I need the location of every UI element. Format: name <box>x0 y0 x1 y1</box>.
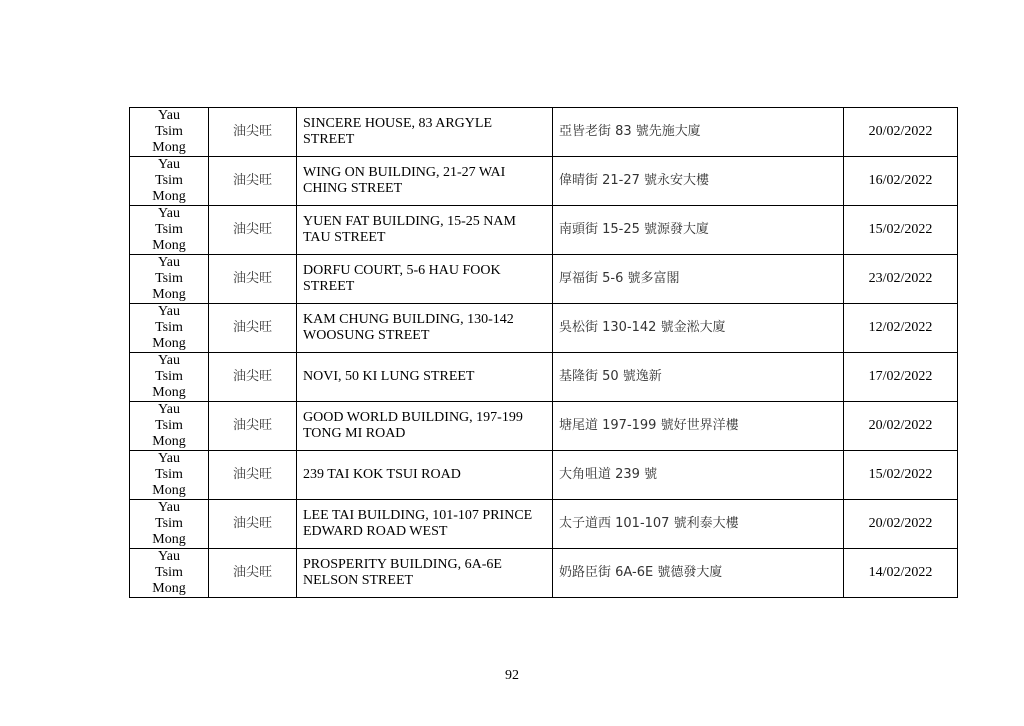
table-row <box>130 549 958 598</box>
table-row <box>130 304 958 353</box>
page-number: 92 <box>505 668 519 683</box>
district-en-line-3: Mong <box>152 385 186 400</box>
address-zh-cell: 太子道西 101-107 號利泰大樓 <box>553 500 844 549</box>
district-en-line-2: Tsim <box>155 222 183 237</box>
address-zh-cell: 吳松街 130-142 號金淞大廈 <box>553 304 844 353</box>
district-en-line-1: Yau <box>158 255 180 270</box>
district-en-cell <box>130 353 209 402</box>
address-zh-cell: 塘尾道 197-199 號好世界洋樓 <box>553 402 844 451</box>
district-en-line-3: Mong <box>152 287 186 302</box>
district-en-line-1: Yau <box>158 549 180 564</box>
district-en-line-1: Yau <box>158 402 180 417</box>
district-zh-cell: 油尖旺 <box>209 108 297 157</box>
district-zh-cell: 油尖旺 <box>209 255 297 304</box>
address-zh-cell: 偉晴街 21-27 號永安大樓 <box>553 157 844 206</box>
address-en-cell: LEE TAI BUILDING, 101-107 PRINCE EDWARD ROAD WEST <box>297 500 553 549</box>
date-cell: 17/02/2022 <box>844 353 958 402</box>
address-en-cell: WING ON BUILDING, 21-27 WAI CHING STREET <box>297 157 553 206</box>
district-zh-cell: 油尖旺 <box>209 157 297 206</box>
table-row <box>130 108 958 157</box>
district-en-line-2: Tsim <box>155 320 183 335</box>
district-en-line-3: Mong <box>152 336 186 351</box>
address-en-cell: PROSPERITY BUILDING, 6A-6E NELSON STREET <box>297 549 553 598</box>
district-en-line-1: Yau <box>158 108 180 123</box>
table-row <box>130 255 958 304</box>
address-zh-cell: 大角咀道 239 號 <box>553 451 844 500</box>
district-en-cell <box>130 549 209 598</box>
district-en-line-1: Yau <box>158 500 180 515</box>
district-en-cell <box>130 304 209 353</box>
district-zh-cell: 油尖旺 <box>209 500 297 549</box>
district-en-cell <box>130 402 209 451</box>
district-en-line-1: Yau <box>158 304 180 319</box>
date-cell: 23/02/2022 <box>844 255 958 304</box>
district-en-line-2: Tsim <box>155 124 183 139</box>
district-en-line-3: Mong <box>152 189 186 204</box>
table-row <box>130 206 958 255</box>
building-list-table <box>129 107 958 598</box>
address-en-cell: DORFU COURT, 5-6 HAU FOOK STREET <box>297 255 553 304</box>
table-row <box>130 451 958 500</box>
address-zh-cell: 厚福街 5-6 號多富閣 <box>553 255 844 304</box>
address-en-cell: SINCERE HOUSE, 83 ARGYLE STREET <box>297 108 553 157</box>
district-en-line-2: Tsim <box>155 418 183 433</box>
address-zh-cell: 亞皆老街 83 號先施大廈 <box>553 108 844 157</box>
table-row <box>130 157 958 206</box>
district-en-line-2: Tsim <box>155 173 183 188</box>
table-body <box>130 108 958 598</box>
district-en-line-2: Tsim <box>155 369 183 384</box>
district-en-line-2: Tsim <box>155 271 183 286</box>
district-en-cell <box>130 255 209 304</box>
district-en-line-1: Yau <box>158 353 180 368</box>
date-cell: 20/02/2022 <box>844 402 958 451</box>
district-zh-cell: 油尖旺 <box>209 549 297 598</box>
date-cell: 20/02/2022 <box>844 108 958 157</box>
district-en-line-3: Mong <box>152 434 186 449</box>
district-zh-cell: 油尖旺 <box>209 402 297 451</box>
district-en-cell <box>130 500 209 549</box>
table-row <box>130 500 958 549</box>
district-en-line-3: Mong <box>152 238 186 253</box>
district-zh-cell: 油尖旺 <box>209 304 297 353</box>
district-en-line-2: Tsim <box>155 467 183 482</box>
date-cell: 16/02/2022 <box>844 157 958 206</box>
district-en-cell <box>130 108 209 157</box>
address-en-cell: KAM CHUNG BUILDING, 130-142 WOOSUNG STREET <box>297 304 553 353</box>
table-row <box>130 402 958 451</box>
date-cell: 15/02/2022 <box>844 206 958 255</box>
district-en-line-3: Mong <box>152 140 186 155</box>
district-en-line-3: Mong <box>152 483 186 498</box>
date-cell: 20/02/2022 <box>844 500 958 549</box>
district-en-line-2: Tsim <box>155 565 183 580</box>
address-en-cell: GOOD WORLD BUILDING, 197-199 TONG MI ROAD <box>297 402 553 451</box>
district-en-cell <box>130 157 209 206</box>
address-zh-cell: 奶路臣街 6A-6E 號德發大廈 <box>553 549 844 598</box>
date-cell: 12/02/2022 <box>844 304 958 353</box>
district-zh-cell: 油尖旺 <box>209 206 297 255</box>
table-row <box>130 353 958 402</box>
district-en-line-1: Yau <box>158 157 180 172</box>
district-zh-cell: 油尖旺 <box>209 451 297 500</box>
district-en-line-3: Mong <box>152 581 186 596</box>
date-cell: 14/02/2022 <box>844 549 958 598</box>
district-en-cell <box>130 451 209 500</box>
district-en-line-1: Yau <box>158 451 180 466</box>
district-en-line-3: Mong <box>152 532 186 547</box>
address-zh-cell: 基隆街 50 號逸新 <box>553 353 844 402</box>
address-en-cell: NOVI, 50 KI LUNG STREET <box>297 353 553 402</box>
district-zh-cell: 油尖旺 <box>209 353 297 402</box>
district-en-line-1: Yau <box>158 206 180 221</box>
district-en-cell <box>130 206 209 255</box>
address-zh-cell: 南頭街 15-25 號源發大廈 <box>553 206 844 255</box>
address-en-cell: 239 TAI KOK TSUI ROAD <box>297 451 553 500</box>
district-en-line-2: Tsim <box>155 516 183 531</box>
date-cell: 15/02/2022 <box>844 451 958 500</box>
address-en-cell: YUEN FAT BUILDING, 15-25 NAM TAU STREET <box>297 206 553 255</box>
